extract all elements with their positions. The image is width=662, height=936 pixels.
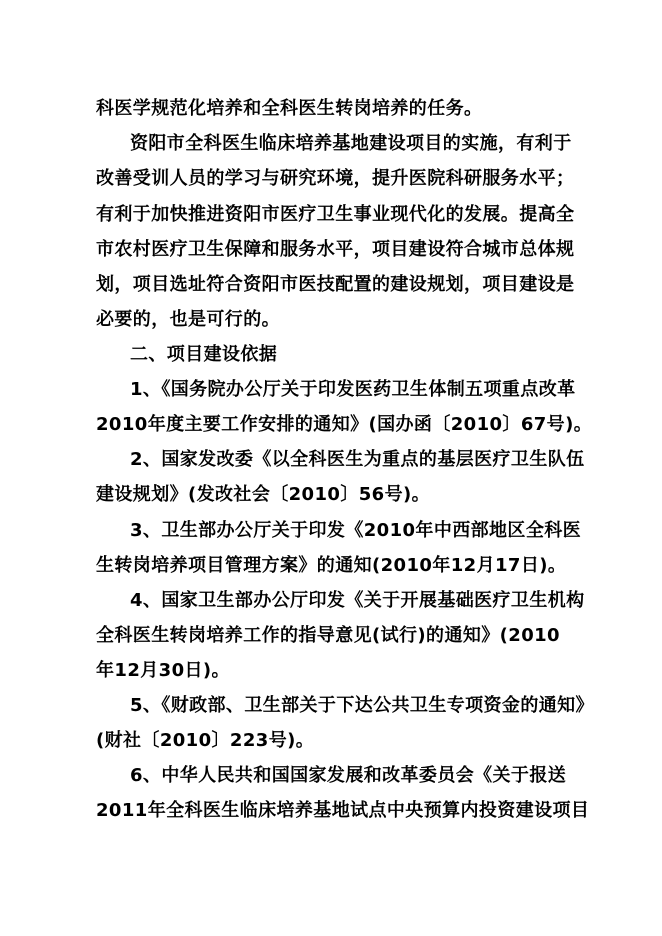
paragraph-line: 必要的，也是可行的。 bbox=[96, 309, 280, 330]
paragraph-line: 资阳市全科医生临床培养基地建设项目的实施，有利于 bbox=[130, 133, 572, 154]
list-item-line: 全科医生转岗培养工作的指导意见(试行)的通知》(2010 bbox=[96, 625, 560, 646]
list-item-line: 4、国家卫生部办公厅印发《关于开展基础医疗卫生机构 bbox=[130, 590, 585, 611]
list-item-line: 生转岗培养项目管理方案》的通知(2010年12月17日)。 bbox=[96, 555, 567, 576]
paragraph-line: 科医学规范化培养和全科医生转岗培养的任务。 bbox=[96, 98, 483, 119]
list-item-line: (财社〔2010〕223号)。 bbox=[96, 730, 315, 751]
list-item-line: 6、中华人民共和国国家发展和改革委员会《关于报送 bbox=[130, 765, 567, 786]
list-item-line: 2010年度主要工作安排的通知》(国办函〔2010〕67号)。 bbox=[96, 414, 593, 435]
list-item-line: 年12月30日)。 bbox=[96, 660, 230, 681]
list-item-line: 2、国家发改委《以全科医生为重点的基层医疗卫生队伍 bbox=[130, 449, 585, 470]
paragraph-line: 划，项目选址符合资阳市医技配置的建设规划，项目建设是 bbox=[96, 274, 575, 295]
list-item-line: 5、《财政部、卫生部关于下达公共卫生专项资金的通知》 bbox=[130, 695, 594, 716]
paragraph-line: 改善受训人员的学习与研究环境，提升医院科研服务水平； bbox=[96, 168, 575, 189]
list-item-line: 1、《国务院办公厅关于印发医药卫生体制五项重点改革 bbox=[130, 379, 576, 400]
list-item-line: 3、卫生部办公厅关于印发《2010年中西部地区全科医 bbox=[130, 520, 582, 541]
list-item-line: 2011年全科医生临床培养基地试点中央预算内投资建设项目 bbox=[96, 800, 590, 821]
section-heading: 二、项目建设依据 bbox=[130, 344, 278, 365]
paragraph-line: 有利于加快推进资阳市医疗卫生事业现代化的发展。提高全 bbox=[96, 204, 575, 225]
list-item-line: 建设规划》(发改社会〔2010〕56号)。 bbox=[96, 484, 430, 505]
paragraph-line: 市农村医疗卫生保障和服务水平，项目建设符合城市总体规 bbox=[96, 239, 575, 260]
